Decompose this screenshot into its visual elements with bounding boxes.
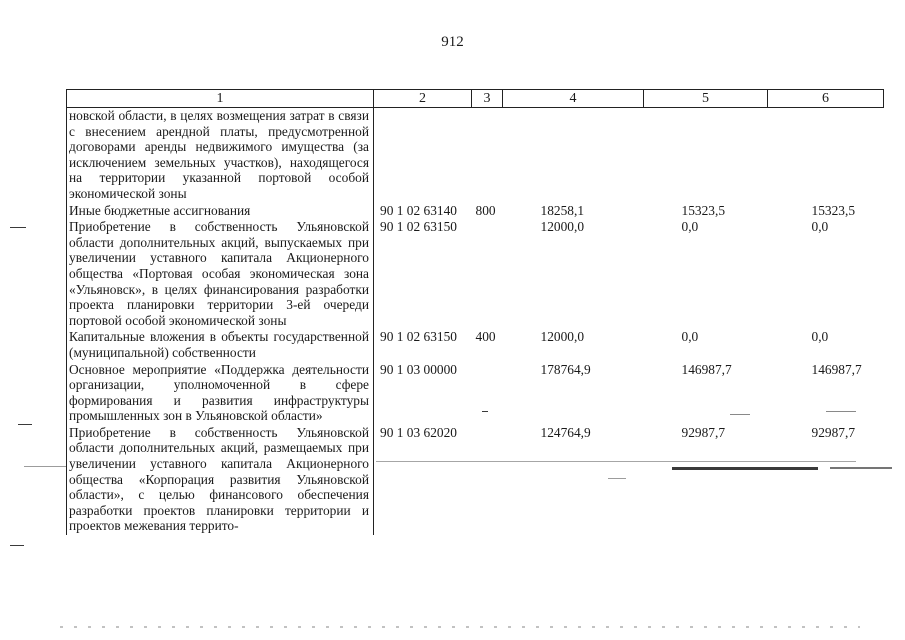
scan-dash-line [376,461,856,462]
scan-dash-line [24,466,66,467]
scan-thick-line [830,467,892,469]
row-value-4: 12000,0 [540,219,585,235]
table-row [67,362,884,425]
row-type [472,362,503,425]
row-value-5 [644,108,768,203]
row-value-5: 0,0 [681,219,699,235]
scan-mark-dash [730,414,750,415]
row-description: Приобретение в собственность Ульяновской области дополнительных акций, размещаемых при увеличении уставного капитала Акционерного общества «Корпорация развития Ульяновской области», с целью финансового обеспечения разработки проектов планировки территории и проектов межевания террито- [67,425,374,535]
table-row [67,219,884,329]
scan-mark-dash [482,411,488,412]
row-value-4: 18258,1 [540,202,585,218]
row-type [472,108,503,203]
scan-thick-line [672,467,818,470]
row-type [472,425,503,535]
scan-mark-left [10,545,24,546]
row-description: Иные бюджетные ассигнования [67,203,374,220]
row-code: 90 1 03 62020 [374,425,472,535]
row-value-6: 146987,7 [811,361,862,377]
row-value-6: 15323,5 [811,202,856,218]
row-value-6: 0,0 [811,219,829,235]
header-col-2: 2 [374,90,472,108]
row-type: 800 [475,202,496,218]
row-description: Основное мероприятие «Поддержка деятельности организации, уполномоченной в сфере формирования и развития инфраструктуры промышленных зон в Ульяновской области» [67,362,374,425]
table-row [67,203,884,220]
header-col-1: 1 [67,90,374,108]
row-value-6: 0,0 [811,329,829,345]
header-col-3: 3 [472,90,503,108]
scan-mark-dash [826,411,856,412]
row-type [472,219,503,329]
row-value-4 [503,108,644,203]
row-code [374,108,472,203]
row-value-4: 124764,9 [540,424,591,440]
header-col-5: 5 [644,90,768,108]
table-row [67,425,884,535]
row-code: 90 1 03 00000 [374,362,472,425]
scan-mark-left [10,227,26,228]
row-code: 90 1 02 63140 [374,203,472,220]
scan-mark-dash [608,478,626,479]
table-row [67,108,884,203]
scan-bottom-edge [60,626,860,628]
row-description: Приобретение в собственность Ульяновской области дополнительных акций, выпускаемых при увеличении уставного капитала Акционерного общества «Портовая особая экономическая зона «Ульяновск», в целях финансирования разработки проекта планировки территории 3-ей очереди портовой особой экономической зоны [67,219,374,329]
row-description: Капитальные вложения в объекты государственной (муниципальной) собственности [67,329,374,361]
row-value-6: 92987,7 [811,424,856,440]
header-col-4: 4 [503,90,644,108]
row-value-4: 12000,0 [540,329,585,345]
page-number: 912 [441,34,464,50]
row-description: новской области, в целях возмещения затрат в связи с внесением арендной платы, предусмотренной договорами аренды недвижимого имущества (за исключением земельных участков), находящегося на территории указанной портовой особой экономической зоны [67,108,374,203]
row-value-5: 146987,7 [681,361,732,377]
header-row [67,90,884,108]
row-code: 90 1 02 63150 [374,329,472,361]
table-row [67,329,884,361]
table-header [67,90,884,108]
table-body [67,108,884,536]
scan-mark-left [18,424,32,425]
row-value-5: 15323,5 [681,202,726,218]
row-value-4: 178764,9 [540,361,591,377]
header-col-6: 6 [768,90,884,108]
row-code: 90 1 02 63150 [374,219,472,329]
row-value-6 [768,108,884,203]
row-value-5: 0,0 [681,329,699,345]
row-type: 400 [475,329,496,345]
row-value-5: 92987,7 [681,424,726,440]
